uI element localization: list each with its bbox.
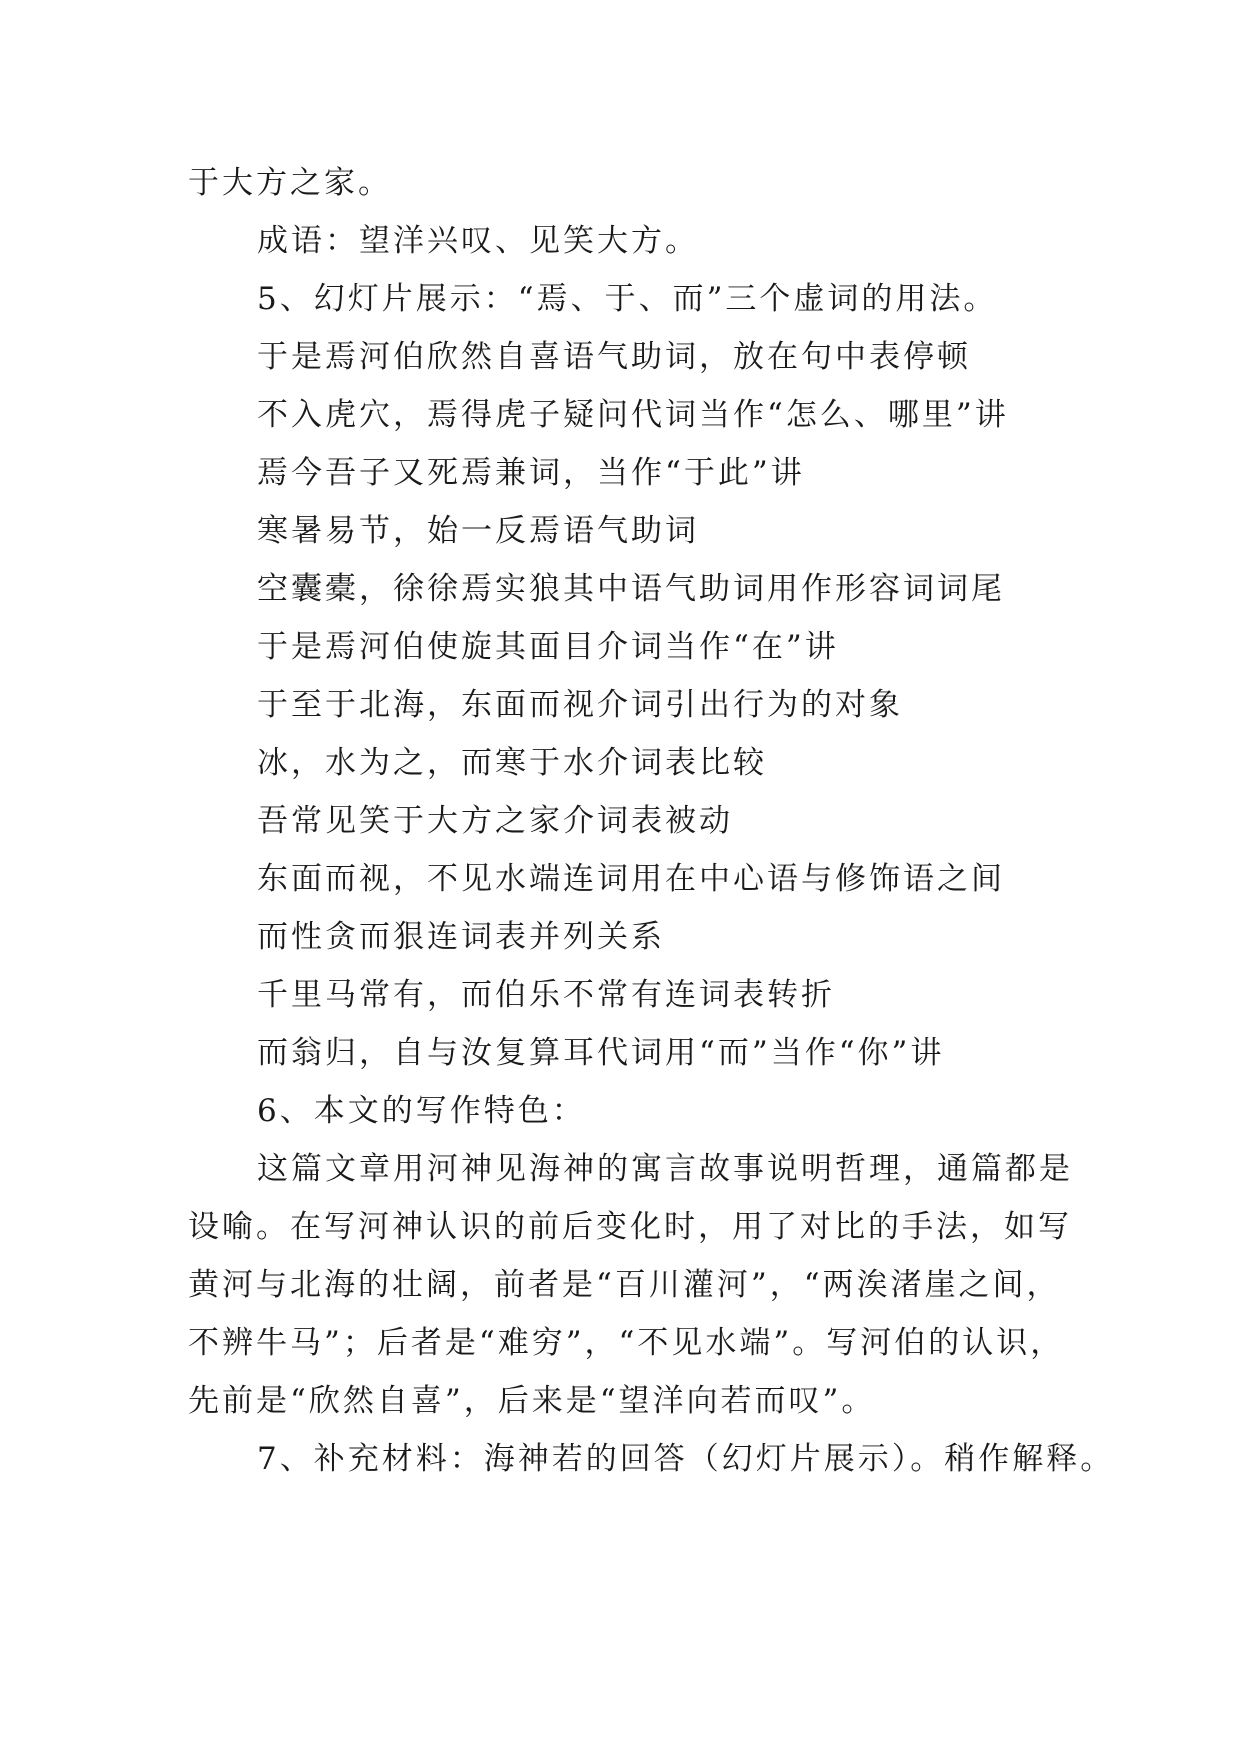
text-line: 于大方之家。 <box>188 165 392 201</box>
section-heading: 7、补充材料：海神若的回答（幻灯片展示）。稍作解释。 <box>257 1441 1115 1477</box>
paragraph-line: 黄河与北海的壮阔，前者是“百川灌河”，“两涘渚崖之间， <box>188 1267 1061 1303</box>
section-heading: 5、幻灯片展示：“焉、于、而”三个虚词的用法。 <box>257 281 998 317</box>
example-line: 而翁归，自与汝复算耳代词用“而”当作“你”讲 <box>257 1035 945 1071</box>
example-line: 于是焉河伯欣然自喜语气助词，放在句中表停顿 <box>257 339 971 375</box>
paragraph-line: 这篇文章用河神见海神的寓言故事说明哲理，通篇都是 <box>257 1151 1073 1187</box>
section-heading: 6、本文的写作特色： <box>257 1093 586 1129</box>
example-line: 吾常见笑于大方之家介词表被动 <box>257 803 733 839</box>
text-line: 成语：望洋兴叹、见笑大方。 <box>257 223 699 259</box>
example-line: 东面而视，不见水端连词用在中心语与修饰语之间 <box>257 861 1005 897</box>
example-line: 于至于北海，东面而视介词引出行为的对象 <box>257 687 903 723</box>
example-line: 而性贪而狠连词表并列关系 <box>257 919 665 955</box>
paragraph-line: 不辨牛马”；后者是“难穷”，“不见水端”。写河伯的认识， <box>188 1325 1065 1361</box>
example-line: 于是焉河伯使旋其面目介词当作“在”讲 <box>257 629 839 665</box>
example-line: 冰，水为之，而寒于水介词表比较 <box>257 745 767 781</box>
example-line: 千里马常有，而伯乐不常有连词表转折 <box>257 977 835 1013</box>
features-paragraph <box>188 1140 1073 1430</box>
example-line: 不入虎穴，焉得虎子疑问代词当作“怎么、哪里”讲 <box>257 397 1009 433</box>
example-line: 寒暑易节，始一反焉语气助词 <box>257 513 699 549</box>
document-body <box>188 154 1115 1488</box>
paragraph-line: 设喻。在写河神认识的前后变化时，用了对比的手法，如写 <box>188 1209 1072 1245</box>
example-line: 焉今吾子又死焉兼词，当作“于此”讲 <box>257 455 805 491</box>
example-line: 空囊橐，徐徐焉实狼其中语气助词用作形容词词尾 <box>257 571 1005 607</box>
paragraph-line: 先前是“欣然自喜”，后来是“望洋向若而叹”。 <box>188 1383 876 1419</box>
